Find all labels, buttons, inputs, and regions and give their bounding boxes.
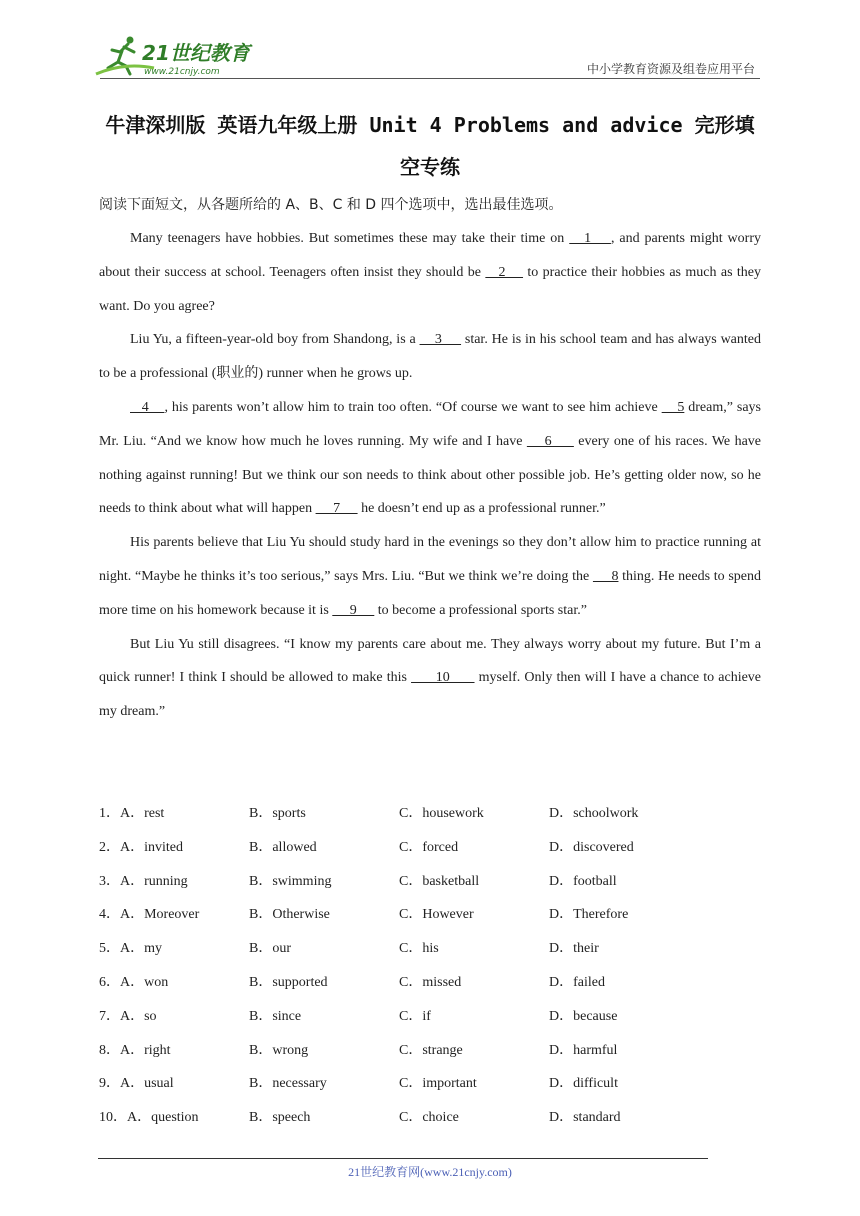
- logo-text: 21世纪教育: [142, 41, 250, 65]
- option-choice: D．difficult: [549, 1076, 618, 1092]
- option-choice: 9．A．usual: [99, 1076, 174, 1092]
- answer-blank: 2: [485, 264, 524, 280]
- answer-blank: 6: [526, 433, 574, 449]
- header-tagline: 中小学教育资源及组卷应用平台: [586, 62, 755, 76]
- option-choice: C．basketball: [399, 873, 480, 889]
- option-choice: D．standard: [549, 1110, 621, 1126]
- passage-paragraph: [99, 391, 761, 526]
- option-choice: 8．A．right: [99, 1042, 171, 1058]
- question-options-row: [99, 1000, 761, 1034]
- answer-blank: 8: [592, 568, 619, 584]
- question-options-row: [99, 932, 761, 966]
- option-choice: C．important: [399, 1076, 477, 1092]
- option-choice: C．forced: [399, 839, 459, 855]
- passage-paragraph: [99, 526, 761, 627]
- passage-text: every one of his races. We have nothing against running! But we think our son needs to think about other possible job. He’s getting older now, so he needs to think about what will happen: [99, 433, 762, 517]
- question-options-row: [99, 1034, 761, 1068]
- page-title: 牛津深圳版 英语九年级上册 Unit 4 Problems and advice 完形填空专练: [105, 113, 755, 179]
- option-choice: B．wrong: [249, 1042, 309, 1058]
- passage-text: Many teenagers have hobbies. But sometimes these may take their time on: [130, 231, 570, 246]
- footer-text: 21世纪教育网(www.21cnjy.com): [348, 1165, 512, 1179]
- passage-text: to practice their hobbies as much as they want. Do you agree?: [99, 264, 761, 314]
- option-choice: D．because: [549, 1008, 618, 1024]
- option-choice: C．missed: [399, 974, 462, 990]
- option-choice: 3．A．running: [99, 873, 188, 889]
- question-options-row: [99, 865, 761, 899]
- passage-text: myself. Only then will I have a chance to achieve my dream.”: [99, 670, 762, 720]
- option-choice: 5．A．my: [99, 941, 162, 957]
- answer-blank: 10: [411, 670, 475, 686]
- option-choice: B．our: [249, 941, 291, 957]
- passage-text: , and parents might worry about their success at school. Teenagers often insist they should be: [99, 231, 761, 280]
- answer-blank: 7: [315, 501, 358, 517]
- option-choice: C．if: [399, 1008, 431, 1024]
- answer-blank: 5: [661, 399, 685, 415]
- option-choice: 6．A．won: [99, 974, 169, 990]
- option-choice: D．Therefore: [549, 907, 629, 923]
- answer-blank: 9: [332, 602, 375, 618]
- option-choice: D．discovered: [549, 839, 634, 855]
- option-choice: D．their: [549, 941, 599, 957]
- site-logo: [94, 34, 264, 78]
- passage-text: His parents believe that Liu Yu should study hard in the evenings so they don’t allow him to practice running at night. “Maybe he thinks it’s too serious,” says Mrs. Liu. “But we think we’re doing the: [99, 535, 761, 584]
- option-choice: D．schoolwork: [549, 806, 639, 821]
- option-choice: B．supported: [249, 974, 328, 990]
- passage-text: , his parents won’t allow him to train too often. “Of course we want to see him achieve: [164, 399, 662, 415]
- question-options-row: [99, 966, 761, 1000]
- answer-blank: 1: [569, 231, 611, 246]
- option-choice: 1．A．rest: [99, 806, 165, 821]
- option-choice: D．failed: [549, 974, 605, 990]
- header-divider: [100, 78, 760, 79]
- option-choice: B．since: [249, 1008, 302, 1024]
- option-choice: B．necessary: [249, 1076, 327, 1092]
- passage-text: to become a professional sports star.”: [374, 602, 587, 618]
- passage-paragraph: [99, 323, 761, 391]
- option-choice: 2．A．invited: [99, 839, 183, 855]
- instruction-text: 阅读下面短文，从各题所给的 A、B、C 和 D 四个选项中，选出最佳选项。: [99, 197, 563, 213]
- option-choice: 7．A．so: [99, 1008, 157, 1024]
- option-choice: C．housework: [399, 806, 484, 821]
- passage-text: star. He is in his school team and has always wanted to be a professional (职业的) runner when he grows up.: [99, 332, 761, 382]
- passage-text: But Liu Yu still disagrees. “I know my parents care about me. They always worry about my future. But I’m a quick runner! I think I should be allowed to make this: [99, 636, 761, 686]
- reading-passage: [99, 222, 761, 729]
- option-choice: 4．A．Moreover: [99, 907, 200, 923]
- question-options-row: [99, 898, 761, 932]
- logo-url: www.21cnjy.com: [144, 67, 220, 77]
- page-header: [0, 0, 860, 84]
- option-choice: B．Otherwise: [249, 907, 330, 923]
- option-choice: C．choice: [399, 1110, 459, 1126]
- question-options-row: [99, 797, 761, 831]
- passage-text: Liu Yu, a fifteen-year-old boy from Shandong, is a: [130, 332, 420, 348]
- passage-paragraph: [99, 628, 761, 729]
- option-choice: D．football: [549, 873, 617, 889]
- option-choice: B．swimming: [249, 873, 332, 889]
- passage-text: thing. He needs to spend more time on his homework because it is: [99, 568, 761, 618]
- option-choice: C．strange: [399, 1042, 463, 1058]
- question-options-row: [99, 831, 761, 865]
- passage-text: dream,” says Mr. Liu. “And we know how much he loves running. My wife and I have: [99, 399, 761, 449]
- option-choice: B．speech: [249, 1110, 311, 1126]
- option-choice: D．harmful: [549, 1042, 618, 1058]
- option-choice: B．allowed: [249, 839, 317, 855]
- question-options-row: [99, 1101, 761, 1135]
- passage-text: he doesn’t end up as a professional runner.”: [357, 501, 606, 517]
- question-options-row: [99, 1067, 761, 1101]
- option-choice: C．his: [399, 941, 439, 957]
- option-choice: C．However: [399, 907, 474, 923]
- answer-blank: 3: [419, 332, 462, 348]
- answer-blank: 4: [130, 399, 165, 415]
- answer-options: [99, 797, 761, 1135]
- passage-paragraph: [99, 222, 761, 323]
- footer-divider: [98, 1158, 708, 1159]
- option-choice: B．sports: [249, 806, 306, 821]
- option-choice: 10．A．question: [99, 1110, 199, 1126]
